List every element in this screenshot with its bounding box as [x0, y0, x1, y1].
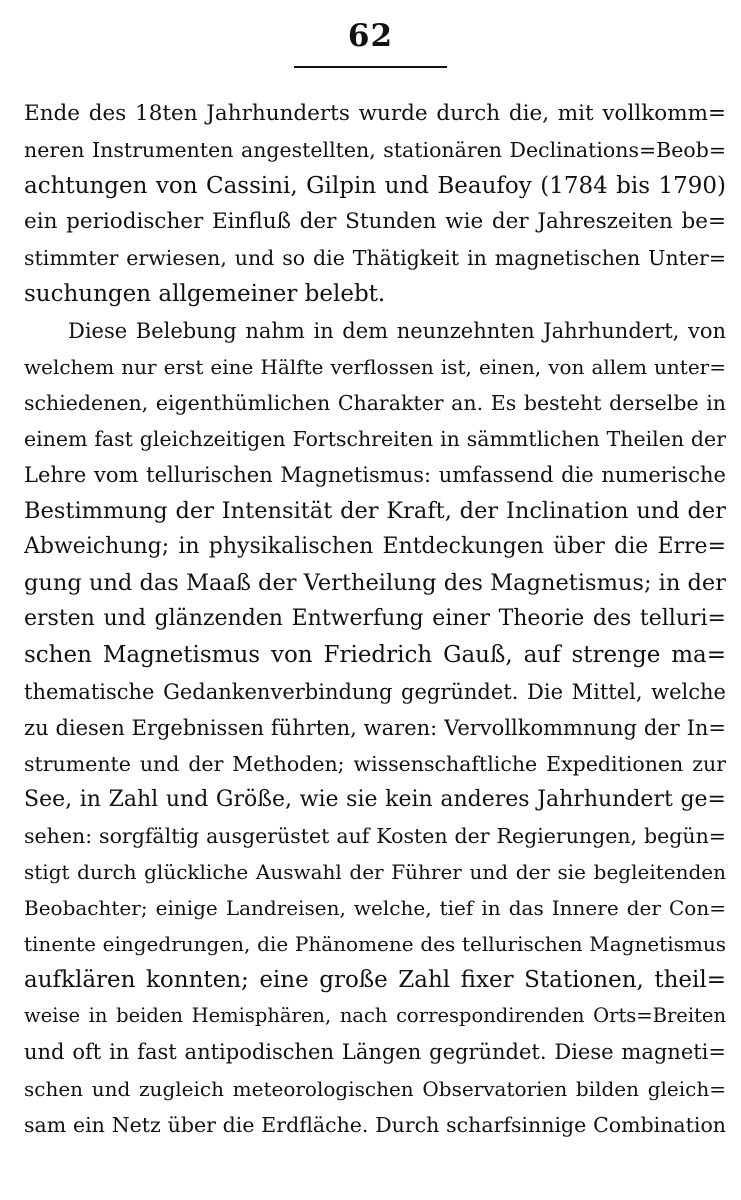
text-line: See, in Zahl und Größe, wie sie kein anderes Jahrhundert ge= — [24, 786, 726, 812]
text-line: Diese Belebung nahm in dem neunzehnten Jahrhundert, von — [68, 318, 726, 343]
text-line: tinente eingedrungen, die Phänomene des tellurischen Magnetismus — [24, 932, 726, 957]
text-line: schen und zugleich meteorologischen Observatorien bilden gleich= — [24, 1076, 726, 1101]
text-line: schen Magnetismus von Friedrich Gauß, auf strenge ma= — [24, 642, 726, 669]
text-line: schiedenen, eigenthümlichen Charakter an. Es besteht derselbe in — [24, 390, 726, 415]
text-line: und oft in fast antipodischen Längen gegründet. Diese magneti= — [24, 1040, 726, 1065]
text-line: zu diesen Ergebnissen führten, waren: Vervollkommnung der In= — [24, 715, 726, 740]
text-line: strumente und der Methoden; wissenschaftliche Expeditionen zur — [24, 751, 726, 776]
paragraph-2 — [24, 313, 726, 1143]
text-line: stimmter erwiesen, und so die Thätigkeit in magnetischen Unter= — [24, 246, 726, 271]
text-line: Bestimmung der Intensität der Kraft, der Inclination und der — [24, 498, 726, 525]
paragraph-1 — [24, 96, 726, 313]
text-line: Ende des 18ten Jahrhunderts wurde durch die, mit vollkomm= — [24, 101, 726, 126]
text-line: ersten und glänzenden Entwerfung einer Theorie des tellurі= — [24, 606, 726, 632]
text-line: aufklären konnten; eine große Zahl fixer Stationen, theil= — [24, 967, 726, 994]
text-line: achtungen von Cassini, Gilpin und Beaufoy (1784 bis 1790) — [24, 173, 726, 200]
text-line: einem fast gleichzeitigen Fortschreiten in sämmtlichen Theilen der — [24, 426, 726, 451]
text-line: ein periodischer Einfluß der Stunden wie der Jahreszeiten be= — [24, 209, 726, 235]
text-line: suchungen allgemeiner belebt. — [24, 281, 386, 308]
text-line: Lehre vom tellurischen Magnetismus: umfassend die numerische — [24, 462, 726, 487]
text-line: thematische Gedankenverbindung gegründet. Die Mittel, welche — [24, 679, 726, 704]
text-line: stigt durch glückliche Auswahl der Führer und der sie begleitenden — [24, 859, 726, 884]
header-rule — [294, 66, 447, 68]
text-line: gung und das Maaß der Vertheilung des Magnetismus; in der — [24, 570, 726, 597]
text-line: welchem nur erst eine Hälfte verflossen ist, einen, von allem unter= — [24, 354, 726, 379]
body-text — [24, 96, 726, 1143]
page-number: 62 — [347, 18, 394, 54]
text-line: weise in beiden Hemisphären, nach correspondirenden Orts=Breiten — [24, 1004, 726, 1028]
text-line: neren Instrumenten angestellten, stationären Declinations=Beob= — [24, 138, 726, 163]
text-line: Beobachter; einige Landreisen, welche, tief in das Innere der Con= — [24, 896, 726, 921]
text-line: sam ein Netz über die Erdfläche. Durch scharfsinnige Combination — [24, 1112, 726, 1137]
text-line: Abweichung; in physikalischen Entdeckungen über die Erre= — [24, 534, 726, 560]
text-line: sehen: sorgfältig ausgerüstet auf Kosten der Regierungen, begün= — [24, 823, 726, 848]
